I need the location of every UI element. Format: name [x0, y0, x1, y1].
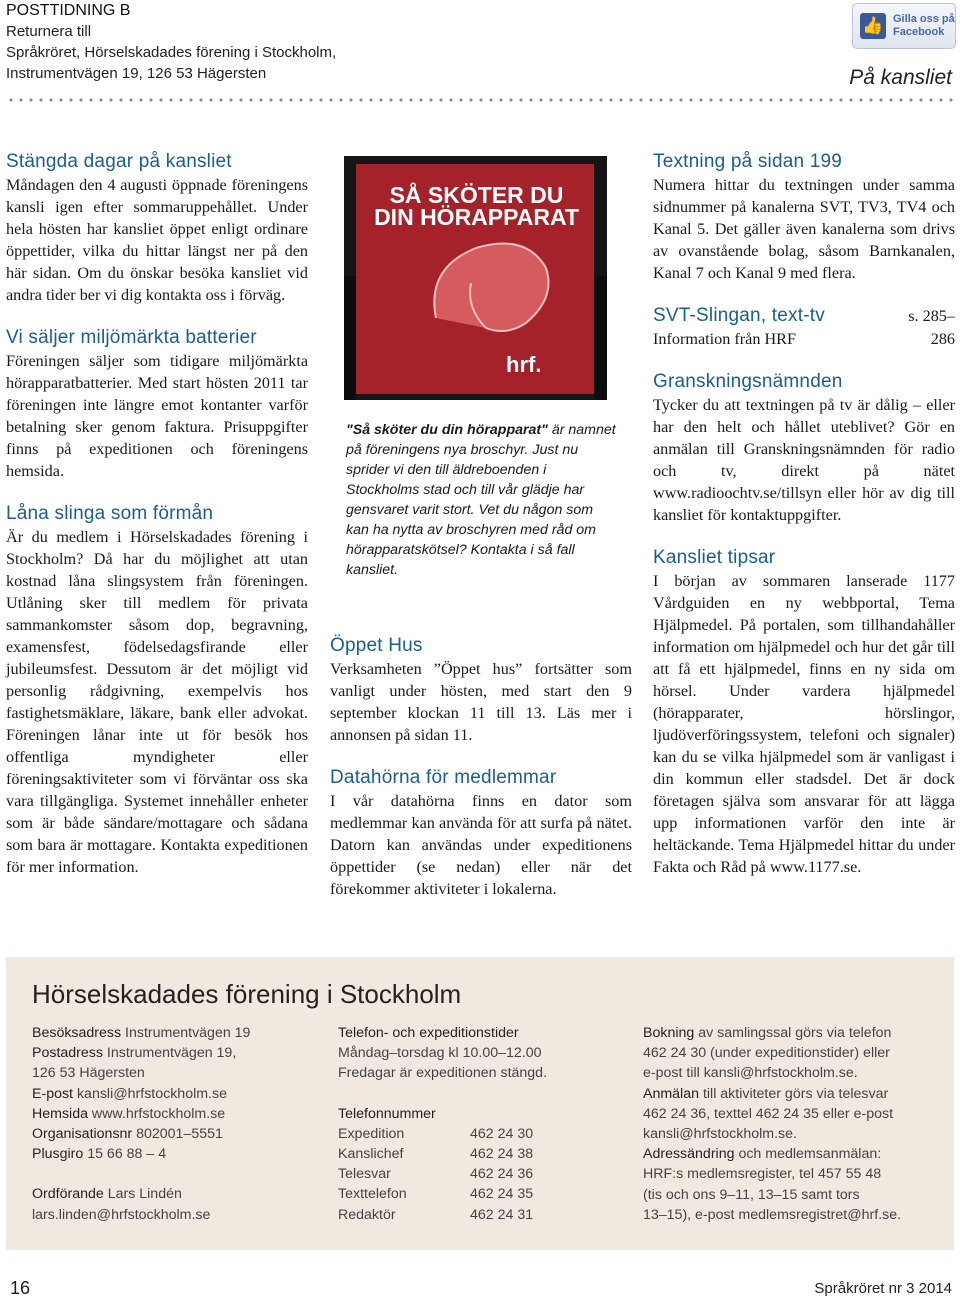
info-key: Adressändring: [643, 1146, 735, 1163]
info-value: 462 24 30 (under expeditionstider) eller: [643, 1045, 890, 1062]
issue-label: Språkröret nr 3 2014: [814, 1280, 952, 1297]
phone-row: Telesvar 462 24 36: [338, 1166, 534, 1183]
info-value: (tis och ons 9–11, 13–15 samt tors: [643, 1186, 860, 1203]
middle-column: [330, 634, 632, 900]
heading-batterier: Vi säljer miljömärkta batterier: [6, 327, 257, 348]
info-value: Instrumentvägen 19,: [102, 1045, 237, 1062]
info-key: Ordförande: [32, 1186, 104, 1203]
contact-info-box: [6, 957, 954, 1250]
text-stangda-dagar: Måndagen den 4 augusti öppnade föreningens kansli igen efter sommaruppehållet. Under hela hösten har kansliet öppet enligt ordinare öppettider, vilka du hittar längst ner på den här sidan. Om du önskar besöka kansliet vid andra tider ber vi dig kontakta oss i förväg.: [6, 176, 308, 304]
info-value: 462 24 36, texttel 462 24 35 eller e-post: [643, 1105, 894, 1122]
info-value: Instrumentvägen 19: [121, 1025, 251, 1041]
text-svt-slingan: Information från HRF: [653, 330, 796, 348]
dotted-divider: [6, 97, 956, 103]
text-batterier: Föreningen säljer som tidigare miljömärkta hörapparatbatterier. Med start hösten 2011 tar föreningen inte längre emot kontanter varför betalning sker genom faktura. Prisuppgifter finns på expeditionen och föreningens hemsida.: [6, 352, 308, 480]
postal-address-block: [6, 0, 336, 84]
info-key: Organisationsnr: [32, 1126, 133, 1143]
info-value: Lars Lindén: [103, 1186, 182, 1203]
info-key: Hemsida: [32, 1105, 88, 1122]
info-key: Besöksadress: [32, 1025, 122, 1041]
info-value: 15 66 88 – 4: [83, 1146, 167, 1163]
email-link[interactable]: kansli@hrfstockholm.se: [73, 1085, 227, 1102]
website-link[interactable]: www.hrfstockholm.se: [87, 1105, 226, 1122]
heading-datahorna: Datahörna för medlemmar: [330, 767, 557, 788]
brochure-title-1: SÅ SKÖTER DU: [389, 182, 564, 208]
phone-row: Expedition 462 24 30: [338, 1125, 534, 1142]
photo-caption: [346, 420, 618, 580]
text-kansliet-tipsar: I början av sommaren lanserade 1177 Vårdguiden en ny webbportal, Tema Hjälpmedel. På portalen, som tillhandahåller information om hjälpmedel och hur det går till att få ett hjälpmedel, finns en ny sida om hörsel. Under vardera hjälpmedel (hörapparater, hörslingor, ljudöverföringssystem, telefoni och signaler) kan du se vilka hjälpmedel som är vanligast i din kommun eller stadsdel. Det är dock företagen själva som ansvarar för att lägga upp informationen varför den inte är heltäckande. Tema Hjälpmedel hittar du under Fakta och Råd på www.1177.se.: [653, 572, 955, 876]
return-org: Språkröret, Hörselskadades förening i Stockholm,: [6, 44, 337, 61]
info-key: Bokning: [643, 1025, 695, 1041]
address-column: [32, 1023, 322, 1225]
heading-granskningsnamnden: Granskningsnämnden: [653, 371, 843, 392]
info-value: 126 53 Hägersten: [32, 1065, 145, 1082]
heading-oppet-hus: Öppet Hus: [330, 635, 423, 656]
hours-line-2: Fredagar är expeditionen stängd.: [338, 1065, 548, 1082]
info-key: E-post: [32, 1085, 74, 1102]
text-oppet-hus: Verksamheten ”Öppet hus” fortsätter som vanligt under hösten, med start den 9 september klockan 11 till 13. Läs mer i annonsen på sidan 11.: [330, 660, 632, 744]
info-key: Plusgiro: [32, 1146, 84, 1163]
svt-slingan-pages: s. 285–: [908, 307, 955, 325]
text-textning: Numera hittar du textningen under samma sidnummer på kanalerna SVT, TV3, TV4 och Kanal 5. Det gäller även kanalerna som drivs av ovanstående bolag, såsom Barnkanalen, Kanal 7 och Kanal 9 med flera.: [653, 176, 955, 282]
phone-row: Redaktör 462 24 31: [338, 1206, 534, 1223]
info-key: Postadress: [32, 1045, 103, 1062]
info-value: till aktiviteter görs via telesvar: [699, 1085, 889, 1102]
info-value: 13–15), e-post medlemsregistret@hrf.se.: [643, 1206, 902, 1223]
info-value: e-post till kansli@hrfstockholm.se.: [643, 1065, 858, 1082]
info-value: kansli@hrfstockholm.se.: [643, 1126, 797, 1143]
info-value: 802001–5551: [132, 1126, 223, 1143]
heading-kansliet-tipsar: Kansliet tipsar: [653, 547, 776, 568]
hours-column: [338, 1023, 628, 1225]
section-label: På kansliet: [849, 66, 952, 89]
return-address: Instrumentvägen 19, 126 53 Hägersten: [6, 65, 267, 82]
brochure-title-2: DIN HÖRAPPARAT: [374, 204, 579, 230]
brochure-photo: [344, 156, 607, 400]
hours-line-1: Måndag–torsdag kl 10.00–12.00: [338, 1045, 542, 1062]
hours-title: Telefon- och expeditionstider: [338, 1025, 519, 1041]
org-name: Hörselskadades förening i Stockholm: [32, 979, 462, 1009]
right-column: [653, 150, 955, 878]
left-column: [6, 150, 308, 878]
return-line: Returnera till: [6, 23, 92, 40]
phone-row: Kanslichef 462 24 38: [338, 1146, 534, 1163]
info-value: och medlemsanmälan:: [734, 1146, 882, 1163]
booking-column: [643, 1023, 948, 1225]
heading-textning: Textning på sidan 199: [653, 151, 843, 172]
hrf-logo: hrf.: [506, 352, 542, 377]
text-lana-slinga: Är du medlem i Hörselskadades förening i Stockholm? Då har du möjlighet att utan kostnad låna slingsystem från föreningen. Utlåning sker till medlem för privata sammankomster såsom dop, begravning, examensfest, födelsedagsfirande eller jubileumsfest. Dessutom är det möjligt vid personlig rådgivning, exempelvis hos fastighetsmäklare, läkare, bank eller advokat. Föreningen lånar inte ut för besök hos offentliga myndigheter eller föreningsaktiviteter som vi förväntar oss ska vara tillgängliga. Systemet innehåller enheter som är både sändare/mottagare och sådana som bara är mottagare. Kontakta expeditionen för mer information.: [6, 528, 308, 876]
postal-type: POSTTIDNING B: [6, 2, 131, 19]
display-stand: [344, 276, 607, 400]
chair-email-link[interactable]: lars.linden@hrfstockholm.se: [32, 1206, 211, 1223]
heading-svt-slingan: SVT-Slingan, text-tv: [653, 305, 825, 326]
caption-text: är namnet på föreningens nya broschyr. Just nu sprider vi den till äldreboenden i Stockholms stad och till vår glädje har gensvaret varit stort. Vet du någon som kan ha nytta av broschyren med råd om hörapparatskötsel? Kontakta i så fall kansliet.: [346, 422, 616, 578]
facebook-label-2: Facebook: [893, 26, 945, 38]
heading-lana-slinga: Låna slinga som förmån: [6, 503, 214, 524]
heading-stangda-dagar: Stängda dagar på kansliet: [6, 151, 232, 172]
facebook-label-1: Gilla oss på: [893, 13, 955, 25]
text-granskningsnamnden: Tycker du att textningen på tv är dålig – eller har den helt och hållet uteblivet? Gör en anmälan till Granskningsnämnden för radio och tv, direkt på nätet www.radioochtv.se/tillsyn eller hör av dig till kansliet för kontaktuppgifter.: [653, 396, 955, 524]
phone-row: Texttelefon 462 24 35: [338, 1186, 534, 1203]
info-key: Anmälan: [643, 1085, 699, 1102]
phone-title: Telefonnummer: [338, 1105, 436, 1122]
info-value: av samlingssal görs via telefon: [694, 1025, 892, 1041]
page-number: 16: [10, 1278, 31, 1298]
info-value: HRF:s medlemsregister, tel 457 55 48: [643, 1166, 882, 1183]
svt-slingan-pages-2: 286: [930, 330, 955, 348]
facebook-like-button[interactable]: [852, 3, 956, 49]
thumbs-up-icon: 👍: [860, 13, 886, 39]
text-datahorna: I vår datahörna finns en dator som medlemmar kan använda för att surfa på nätet. Datorn kan användas under expeditionens öppettider (se nedan) eller när det förekommer aktiviteter i lokalerna.: [330, 792, 632, 898]
caption-title: "Så sköter du din hörapparat": [346, 422, 548, 438]
